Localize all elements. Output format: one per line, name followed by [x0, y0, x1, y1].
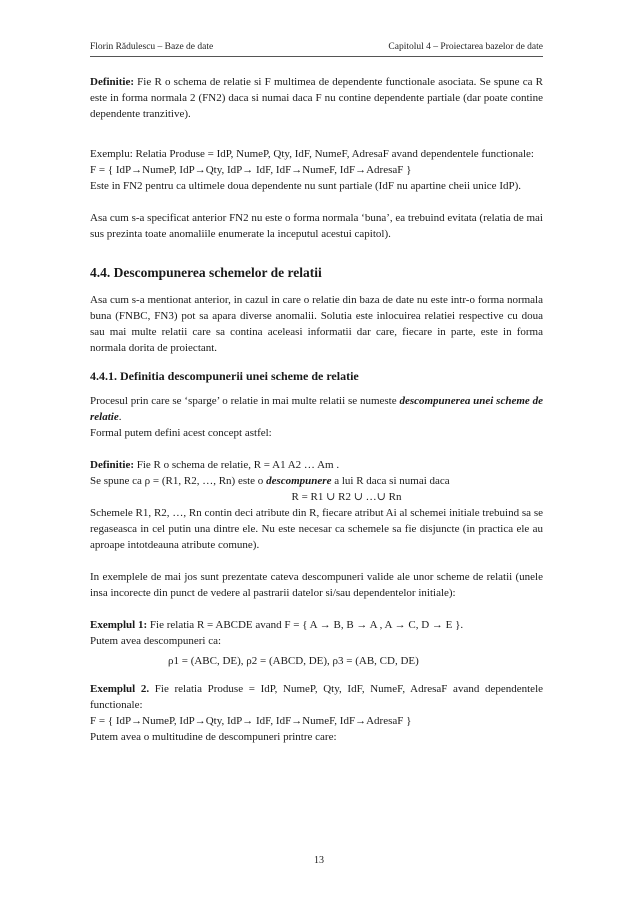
header-right: Capitolul 4 – Proiectarea bazelor de date: [388, 42, 543, 52]
definition-label-2: Definitie:: [90, 459, 134, 471]
example-2: [90, 681, 543, 745]
intro-end: .: [118, 411, 122, 423]
example-1-label: Exemplul 1:: [90, 619, 148, 631]
example-1: [90, 617, 543, 649]
union-formula: R = R1 ∪ R2 ∪ …∪ Rn: [291, 491, 402, 503]
decomposition-intro: [90, 393, 543, 441]
example-line-3: Este in FN2 pentru ca ultimele doua dependente nu sunt partiale (IdF nu apartine cheii unice IdP).: [90, 180, 522, 192]
examples-intro: In exemplele de mai jos sunt prezentate cateva descompuneri valide ale unor scheme de relatii (unele insa incorecte din punct de vedere al pastrarii datelor si/sau dependentelor initiale):: [90, 571, 543, 599]
example-2-line-3: Putem avea o multitudine de descompuneri printre care:: [90, 731, 337, 743]
example-line-2: F = { IdP→NumeP, IdP→Qty, IdP→ IdF, IdF→NumeF, IdF→AdresaF }: [90, 164, 412, 176]
example-2-relation: Fie relatia Produse = IdP, NumeP, Qty, IdF, NumeF, AdresaF avand dependentele functionale:: [90, 683, 544, 711]
header-left: Florin Rădulescu – Baze de date: [90, 42, 214, 52]
example-2-deps: F = { IdP→NumeP, IdP→Qty, IdP→ IdF, IdF→NumeF, IdF→AdresaF }: [90, 715, 412, 727]
header-rule: [90, 56, 543, 57]
rho-def-b: a lui R daca si numai daca: [331, 475, 450, 487]
term-descompunere: descompunere: [266, 475, 332, 487]
section-intro: Asa cum s-a mentionat anterior, in cazul in care o relatie din baza de date nu este intr-o forma normala buna (FNBC, FN3) pot sa apara diverse anomalii. Solutia este inlocuirea relatiei respective cu doua sau mai multe relatii care sa contina aceleasi informatii dar care, fiecare in parte, este in forma normala dorita de proiectant.: [90, 294, 543, 354]
definition-label: Definitie:: [90, 76, 134, 88]
page-number: 13: [314, 855, 324, 866]
section-heading-4-4: 4.4. Descompunerea schemelor de relatii: [90, 265, 322, 280]
example-1-line-2: Putem avea descompuneri ca:: [90, 635, 222, 647]
schema-def: Fie R o schema de relatie, R = A1 A2 … Am .: [133, 459, 340, 471]
subsection-heading-4-4-1: 4.4.1. Definitia descompunerii unei scheme de relatie: [90, 369, 359, 383]
example-1-decompositions: ρ1 = (ABC, DE), ρ2 = (ABCD, DE), ρ3 = (AB, CD, DE): [168, 655, 419, 667]
example-paragraph: [90, 146, 543, 194]
schemas-explanation: Schemele R1, R2, …, Rn contin deci atribute din R, fiecare atribut Ai al schemei initiale trebuind sa se regaseasca in cel putin una dintre ele. Nu este necesar ca schemele sa fie disjuncte (in practica ele au aproape intotdeauna atribute comune).: [90, 507, 543, 551]
example-1-relation: Fie relatia R = ABCDE avand F = { A → B, B → A , A → C, D → E }.: [147, 619, 464, 631]
term-descompunerea: descompunerea unei scheme de relatie: [90, 395, 543, 423]
formal-line: Formal putem defini acest concept astfel:: [90, 427, 272, 439]
definition-decomposition: [90, 457, 543, 489]
definition-fn2: [90, 74, 543, 122]
intro-text: Procesul prin care se ‘sparge’ o relatie in mai multe relatii se numeste: [90, 395, 400, 407]
page-body: [90, 74, 543, 745]
example-2-label: Exemplul 2.: [90, 683, 150, 695]
example-line-1: Exemplu: Relatia Produse = IdP, NumeP, Qty, IdF, NumeF, AdresaF avand dependentele functionale:: [90, 148, 534, 160]
definition-text: Fie R o schema de relatie si F multimea de dependente functionale asociata. Se spune ca R este in forma normala 2 (FN2) daca si numai daca F nu contine dependente partiale (dar poate contine dependente tranzitive).: [90, 76, 543, 120]
fn2-note: Asa cum s-a specificat anterior FN2 nu este o forma normala ‘buna’, ea trebuind evitata (relatia de mai sus prezinta toate anomaliile enumerate la inceputul acestui capitol).: [90, 212, 543, 240]
rho-def-a: Se spune ca ρ = (R1, R2, …, Rn) este o: [90, 475, 267, 487]
